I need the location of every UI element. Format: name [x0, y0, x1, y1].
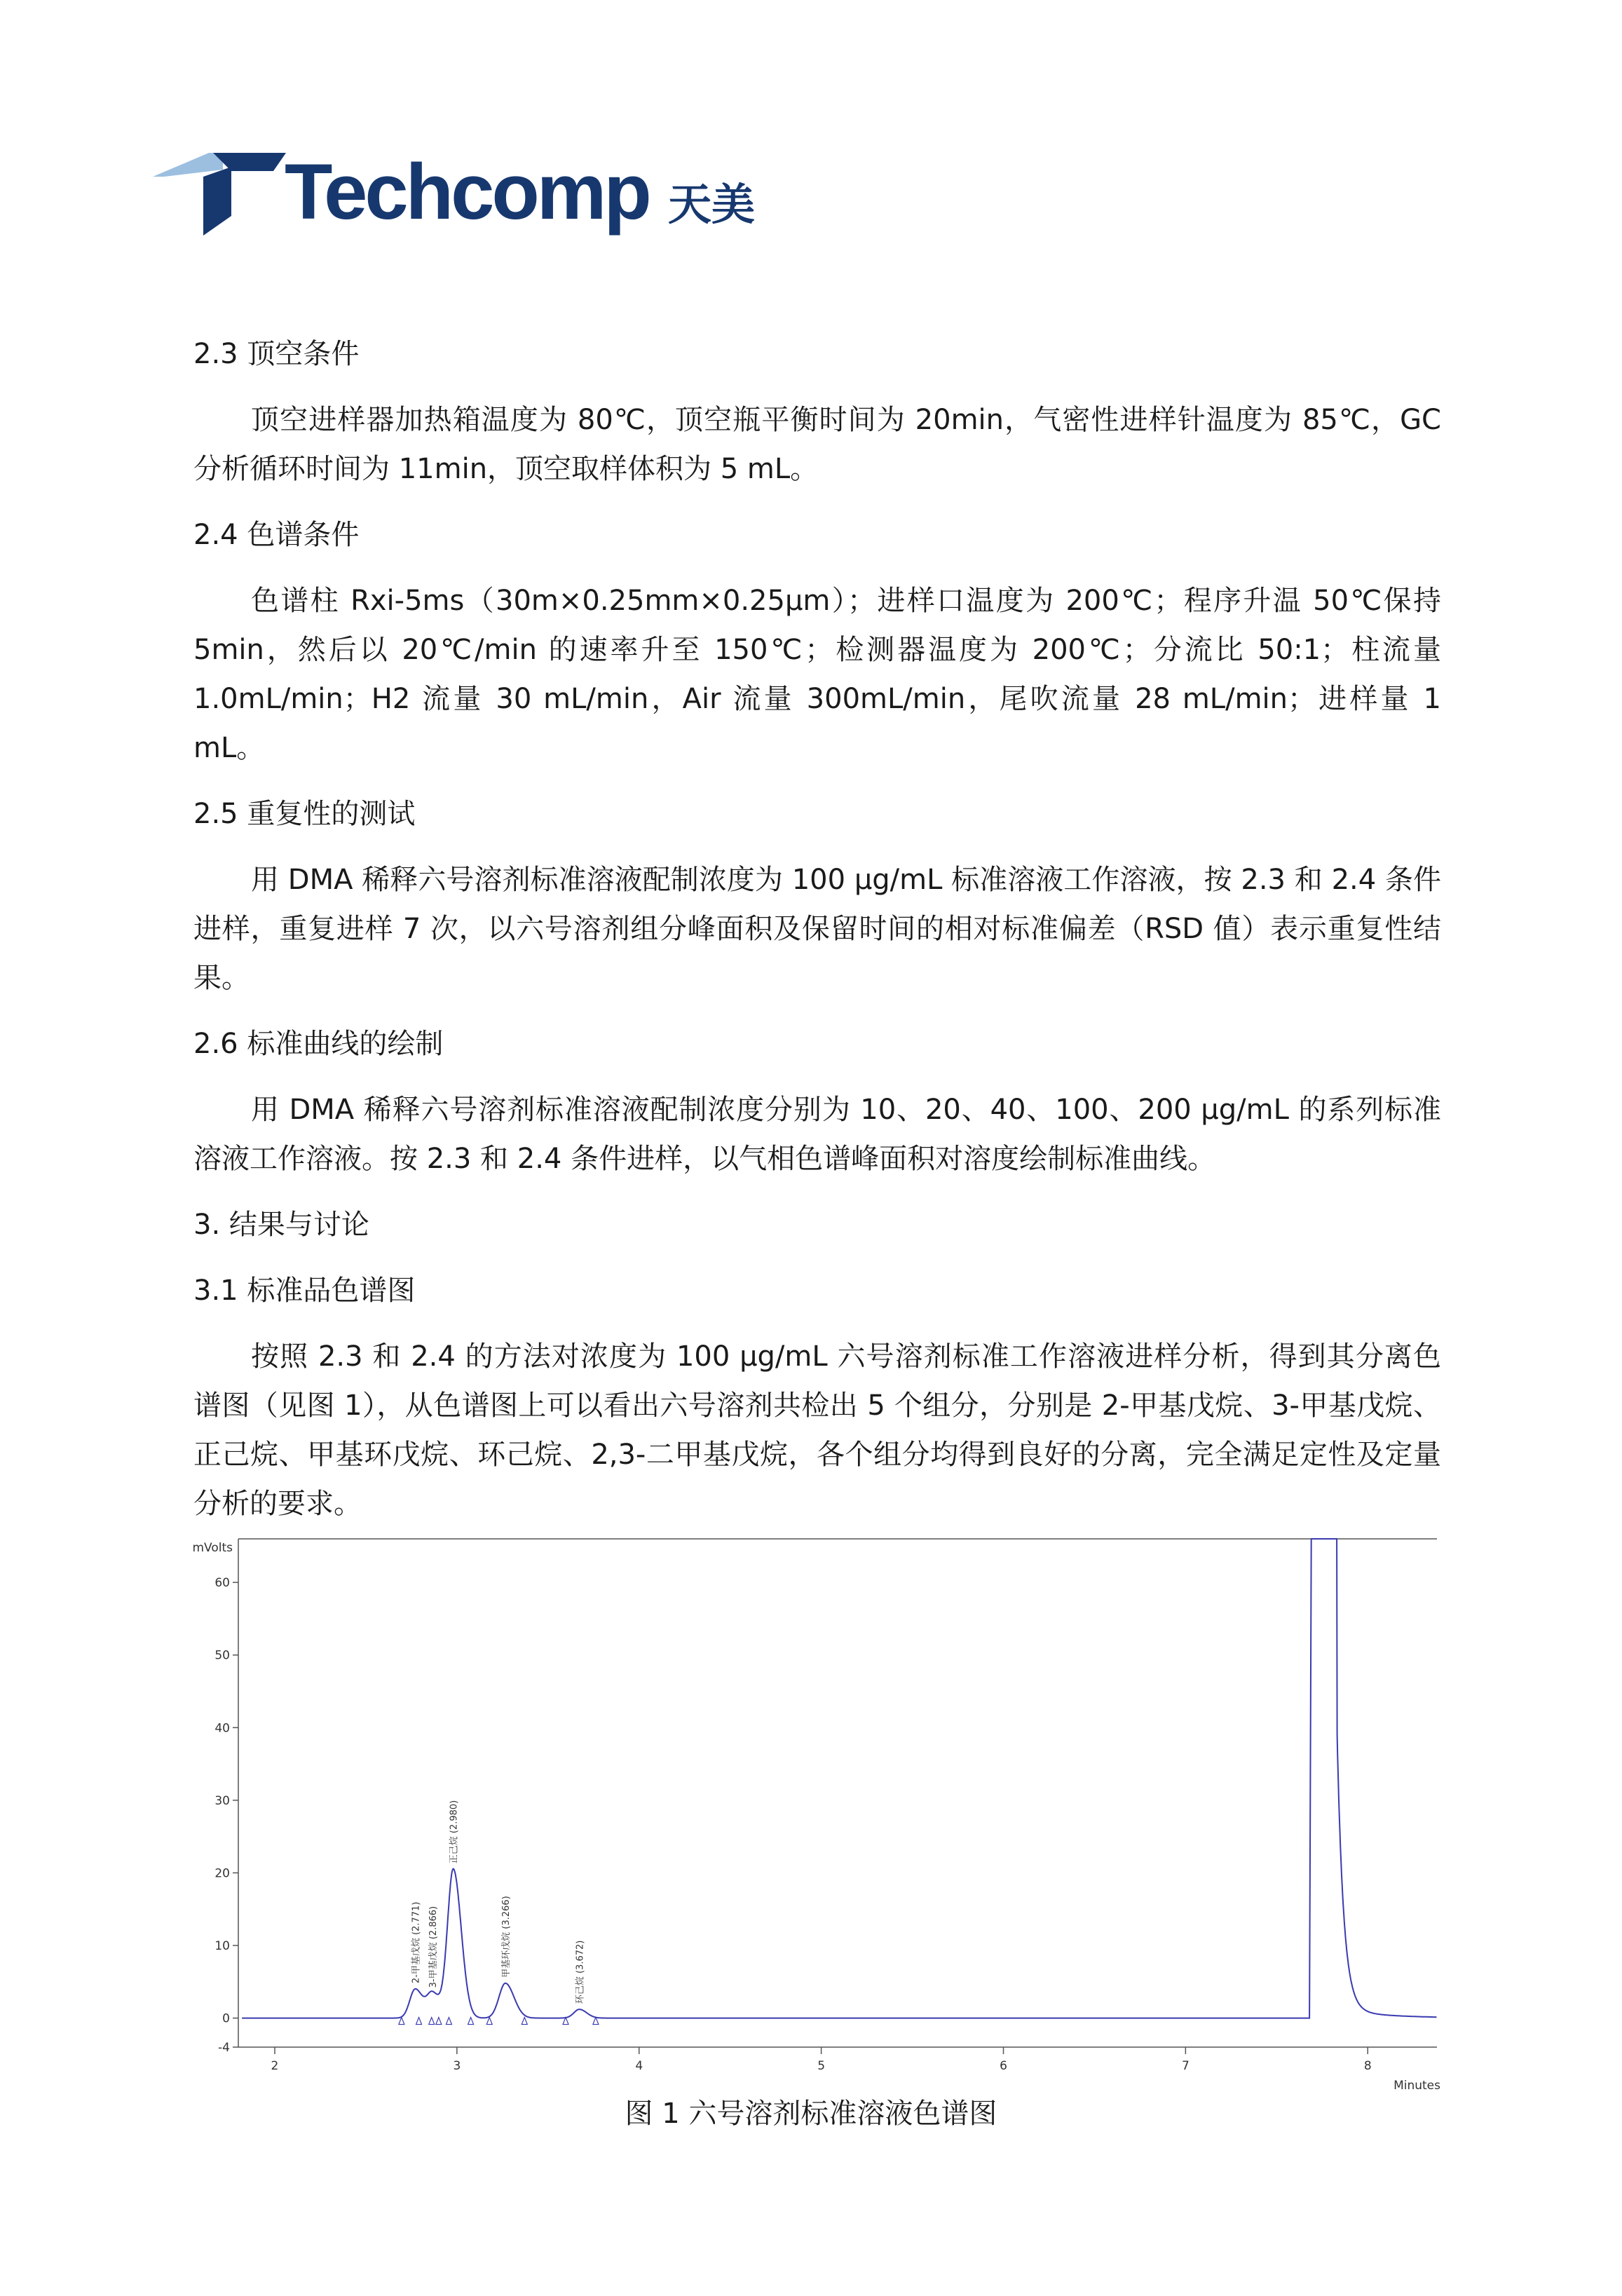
paragraph-2-6: 用 DMA 稀释六号溶剂标准溶液配制浓度分别为 10、20、40、100、200 μg/mL 的系列标准溶液工作溶液。按 2.3 和 2.4 条件进样，以气相色谱峰面积对溶度绘制标准曲线。 [193, 1094, 1441, 1175]
baseline-marker [522, 2018, 527, 2025]
peak-label: 正己烷 (2.980) [449, 1800, 460, 1864]
techcomp-logo [153, 149, 784, 240]
baseline-marker [486, 2018, 492, 2025]
logo-wordmark: Techcomp [285, 148, 649, 236]
y-tick-label: -4 [218, 2041, 230, 2055]
paragraph-2-4: 色谱柱 Rxi-5ms（30m×0.25mm×0.25μm）；进样口温度为 200℃；程序升温 50℃保持 5min，然后以 20℃/min 的速率升至 150℃；检测器温度为 200℃；分流比 50:1；柱流量 1.0mL/min；H2 流量 30 mL/min，Air 流量 300mL/min，尾吹流量 28 mL/min；进样量 1 mL。 [193, 585, 1441, 764]
baseline-marker [446, 2018, 451, 2025]
y-axis-label: mVolts [192, 1541, 233, 1555]
heading-2-6: 2.6 标准曲线的绘制 [193, 1028, 444, 1060]
paragraph-2-3: 顶空进样器加热箱温度为 80℃，顶空瓶平衡时间为 20min，气密性进样针温度为 85℃，GC 分析循环时间为 11min，顶空取样体积为 5 mL。 [193, 404, 1441, 485]
x-tick-label: 5 [817, 2059, 826, 2073]
peak-label: 甲基环戊烷 (3.266) [500, 1896, 512, 1978]
chromatogram-figure [168, 1507, 1458, 2103]
figure-caption: 图 1 六号溶剂标准溶液色谱图 [625, 2098, 997, 2130]
heading-2-5: 2.5 重复性的测试 [193, 798, 416, 830]
document-body [193, 330, 1441, 1545]
paragraph-3-1: 按照 2.3 和 2.4 的方法对浓度为 100 μg/mL 六号溶剂标准工作溶液进样分析，得到其分离色谱图（见图 1），从色谱图上可以看出六号溶剂共检出 5 个组分，分别是 2-甲基戊烷、3-甲基戊烷、正己烷、甲基环戊烷、环己烷、2,3-二甲基戊烷，各个组分均得到良好的分离，完全满足定性及定量分析的要求。 [193, 1340, 1441, 1520]
heading-2-3: 2.3 顶空条件 [193, 338, 360, 370]
y-tick-label: 10 [214, 1939, 230, 1953]
y-tick-label: 30 [214, 1793, 230, 1808]
baseline-marker [429, 2018, 435, 2025]
logo-mark-icon [153, 149, 286, 236]
peak-label: 2-甲基戊烷 (2.771) [411, 1901, 422, 1984]
baseline-marker [468, 2018, 474, 2025]
x-tick-label: 2 [271, 2059, 279, 2073]
y-tick-label: 50 [214, 1648, 230, 1663]
chromatogram-chart [168, 1507, 1458, 2103]
baseline-marker [416, 2018, 422, 2025]
baseline-marker [399, 2018, 404, 2025]
heading-3: 3. 结果与讨论 [193, 1209, 369, 1241]
heading-3-1: 3.1 标准品色谱图 [193, 1275, 416, 1307]
peak-label: 3-甲基戊烷 (2.866) [428, 1906, 439, 1988]
logo-chinese-name: 天美 [668, 179, 756, 230]
x-tick-label: 7 [1181, 2059, 1190, 2073]
y-tick-label: 20 [214, 1866, 230, 1881]
y-tick-label: 60 [214, 1576, 230, 1591]
peak-label: 环己烷 (3.672) [575, 1940, 586, 2004]
x-tick-label: 6 [1000, 2059, 1007, 2073]
x-tick-label: 8 [1363, 2059, 1372, 2073]
paragraph-2-5: 用 DMA 稀释六号溶剂标准溶液配制浓度为 100 μg/mL 标准溶液工作溶液，按 2.3 和 2.4 条件进样，重复进样 7 次，以六号溶剂组分峰面积及保留时间的相对标准偏差（RSD 值）表示重复性结果。 [193, 864, 1441, 994]
baseline-marker [593, 2018, 599, 2025]
baseline-marker [436, 2018, 442, 2025]
x-axis-label: Minutes [1393, 2079, 1440, 2093]
y-tick-label: 40 [214, 1721, 230, 1736]
y-tick-label: 0 [222, 2011, 230, 2026]
x-tick-label: 4 [635, 2059, 643, 2073]
heading-2-4: 2.4 色谱条件 [193, 519, 360, 551]
x-tick-label: 3 [453, 2059, 461, 2073]
